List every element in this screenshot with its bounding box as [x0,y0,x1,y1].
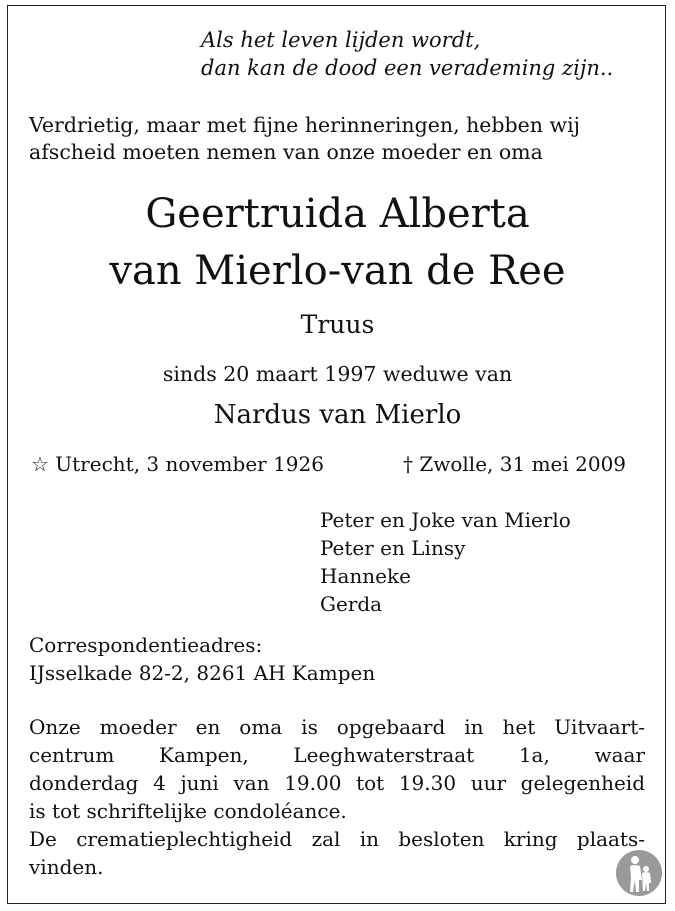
widow-text: sinds 20 maart 1997 weduwe van [162,362,513,386]
quote-line-2: dan kan de dood een verademing zijn.. [201,56,614,80]
deceased-nickname: Truus [300,310,375,339]
deceased-name-line-2: van Mierlo-van de Ree [109,248,566,294]
family-member: Hanneke [320,564,411,588]
birth-info: ☆ Utrecht, 3 november 1926 [31,452,324,476]
family-member: Gerda [320,592,383,616]
family-member: Peter en Linsy [320,536,466,560]
family-member: Peter en Joke van Mierlo [320,508,571,532]
memorial-logo-icon [615,849,663,897]
announcement-line: vinden. [29,855,104,879]
announcement-line: De crematieplechtigheid zal in besloten kring plaats- [29,827,645,851]
announcement-line: centrum Kampen, Leeghwaterstraat 1a, waar [29,743,645,767]
intro-line-1: Verdrietig, maar met fijne herinneringen, hebben wij [29,113,580,137]
announcement-line: donderdag 4 juni van 19.00 tot 19.30 uur gelegenheid [29,771,645,795]
announcement-line: is tot schriftelijke condoléance. [29,799,347,823]
death-info: † Zwolle, 31 mei 2009 [403,452,627,476]
deceased-name-line-1: Geertruida Alberta [145,191,530,237]
husband-name: Nardus van Mierlo [213,400,462,430]
intro-line-2: afscheid moeten nemen van onze moeder en oma [29,140,543,164]
correspondence-address: IJsselkade 82-2, 8261 AH Kampen [29,661,376,685]
announcement-line: Onze moeder en oma is opgebaard in het Uitvaart- [29,715,645,739]
quote-line-1: Als het leven lijden wordt, [201,28,481,52]
correspondence-label: Correspondentieadres: [29,633,263,657]
